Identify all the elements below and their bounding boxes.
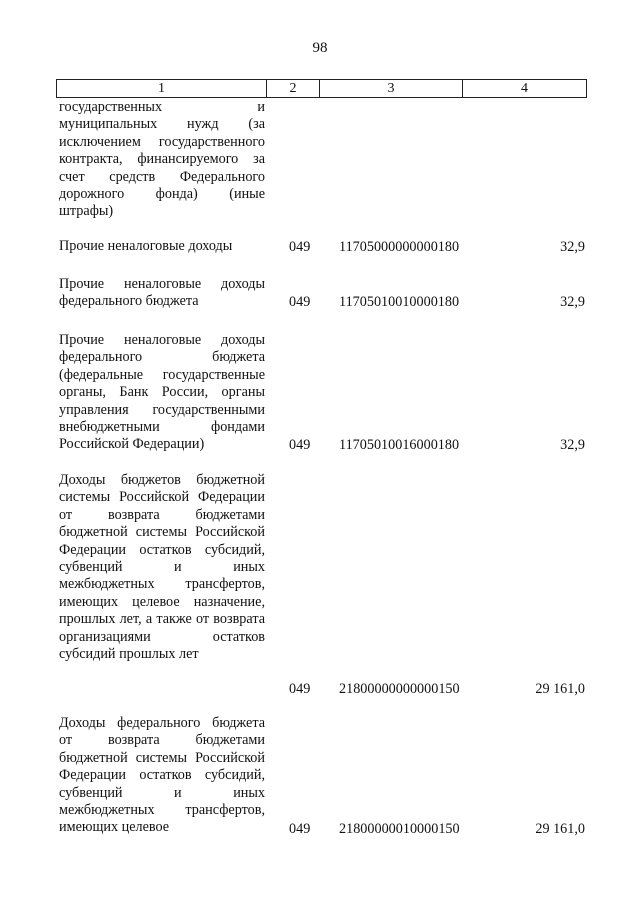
table-row <box>0 715 640 838</box>
row-name: государственных и муниципальных нужд (за исключением государственного контракта, финансируемого за счет средств Федерального дорожного фонда) (иные штрафы) <box>59 99 265 220</box>
row-name: Прочие неналоговые доходы <box>59 238 233 254</box>
column-header-1: 1 <box>57 80 267 98</box>
row-name: Доходы федерального бюджета от возврата бюджетами бюджетной системы Российской Федерации остатков субсидий, субвенций и иных межбюджетных трансфертов, имеющих целевое <box>59 715 265 836</box>
row-name: Доходы бюджетов бюджетной системы Российской Федерации от возврата бюджетами бюджетной системы Российской Федерации остатков субсидий, субвенций и иных межбюджетных трансфертов, имеющих целевое назначение, прошлых лет, а также от возврата организациями остатков субсидий прошлых лет <box>59 472 265 663</box>
row-amount: 32,9 <box>560 238 585 255</box>
row-amount: 32,9 <box>560 293 585 310</box>
column-header-table <box>56 79 587 98</box>
row-admin-code: 049 <box>289 680 311 697</box>
row-admin-code: 049 <box>289 436 311 453</box>
table-row <box>0 99 640 221</box>
row-amount: 32,9 <box>560 436 585 453</box>
row-admin-code: 049 <box>289 238 311 255</box>
row-admin-code: 049 <box>289 820 311 837</box>
row-name: Прочие неналоговые доходы федерального бюджета (федеральные государственные органы, Банк России, органы управления государственными внебюджетными фондами Российской Федерации) <box>59 332 265 453</box>
column-header-3: 3 <box>320 80 463 98</box>
row-name: Прочие неналоговые доходы федерального бюджета <box>59 276 265 310</box>
row-amount: 29 161,0 <box>535 820 585 837</box>
row-budget-code: 21800000010000150 <box>339 820 460 837</box>
column-header-4: 4 <box>463 80 587 98</box>
table-row <box>0 238 640 256</box>
column-header-2: 2 <box>267 80 320 98</box>
row-budget-code: 11705010010000180 <box>339 293 460 310</box>
table-row <box>0 332 640 454</box>
row-amount: 29 161,0 <box>535 680 585 697</box>
row-budget-code: 21800000000000150 <box>339 680 460 697</box>
column-header-row <box>57 80 587 98</box>
row-budget-code: 11705010016000180 <box>339 436 460 453</box>
row-admin-code: 049 <box>289 293 311 310</box>
table-row <box>0 276 640 311</box>
row-budget-code: 11705000000000180 <box>339 238 460 255</box>
page-number: 98 <box>312 40 328 56</box>
table-row <box>0 472 640 698</box>
